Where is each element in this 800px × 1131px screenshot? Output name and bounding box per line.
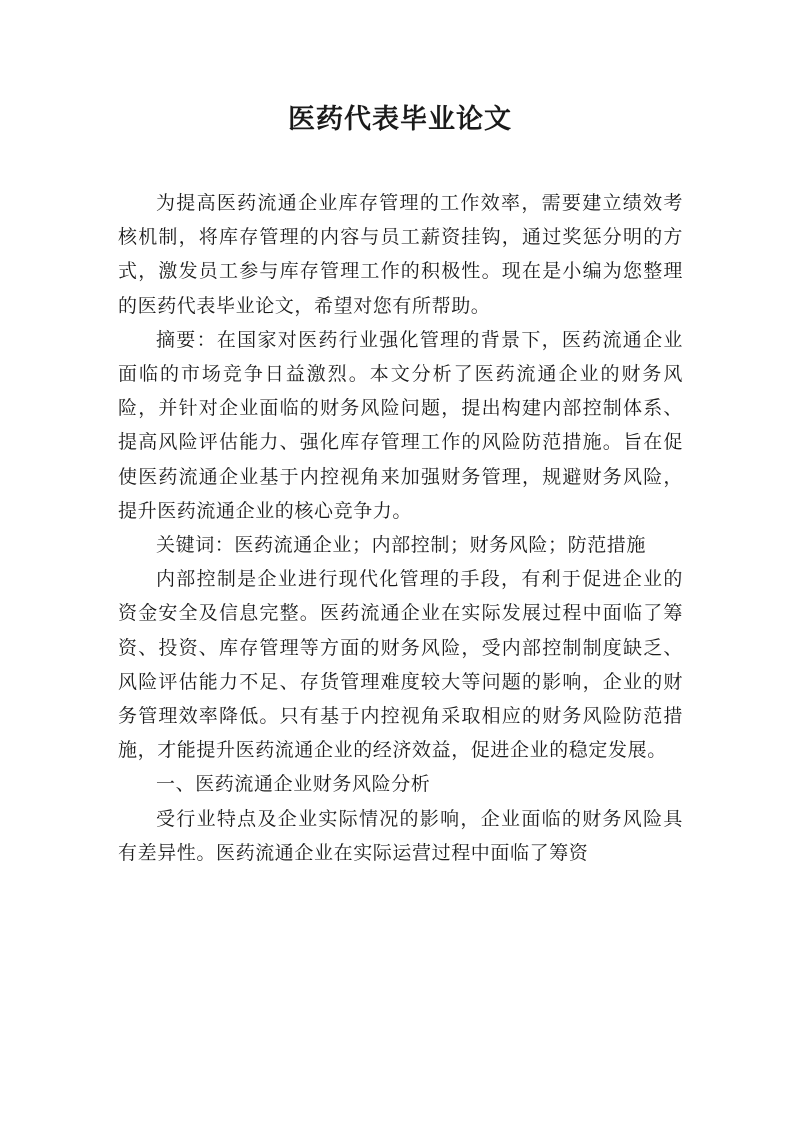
keywords-paragraph: 关键词：医药流通企业；内部控制；财务风险；防范措施 [156,534,647,557]
intro-paragraph: 为提高医药流通企业库存管理的工作效率，需要建立绩效考核机制，将库存管理的内容与员工薪资挂钩，通过奖惩分明的方式，激发员工参与库存管理工作的积极性。现在是小编为您整理的医药代表毕业论文，希望对您有所帮助。 [118,192,683,317]
body-paragraph: 受行业特点及企业实际情况的影响，企业面临的财务风险具有差异性。医药流通企业在实际运营过程中面临了筹资 [118,807,683,864]
document-title: 医药代表毕业论文 [288,104,512,135]
section-heading: 一、医药流通企业财务风险分析 [156,773,431,796]
document-body [118,186,683,870]
body-paragraph: 内部控制是企业进行现代化管理的手段，有利于促进企业的资金安全及信息完整。医药流通企业在实际发展过程中面临了筹资、投资、库存管理等方面的财务风险，受内部控制制度缺乏、风险评估能力不足、存货管理难度较大等问题的影响，企业的财务管理效率降低。只有基于内控视角采取相应的财务风险防范措施，才能提升医药流通企业的经济效益，促进企业的稳定发展。 [118,568,683,762]
abstract-paragraph: 摘要：在国家对医药行业强化管理的背景下，医药流通企业面临的市场竞争日益激烈。本文分析了医药流通企业的财务风险，并针对企业面临的财务风险问题，提出构建内部控制体系、提高风险评估能力、强化库存管理工作的风险防范措施。旨在促使医药流通企业基于内控视角来加强财务管理，规避财务风险，提升医药流通企业的核心竞争力。 [118,328,683,522]
